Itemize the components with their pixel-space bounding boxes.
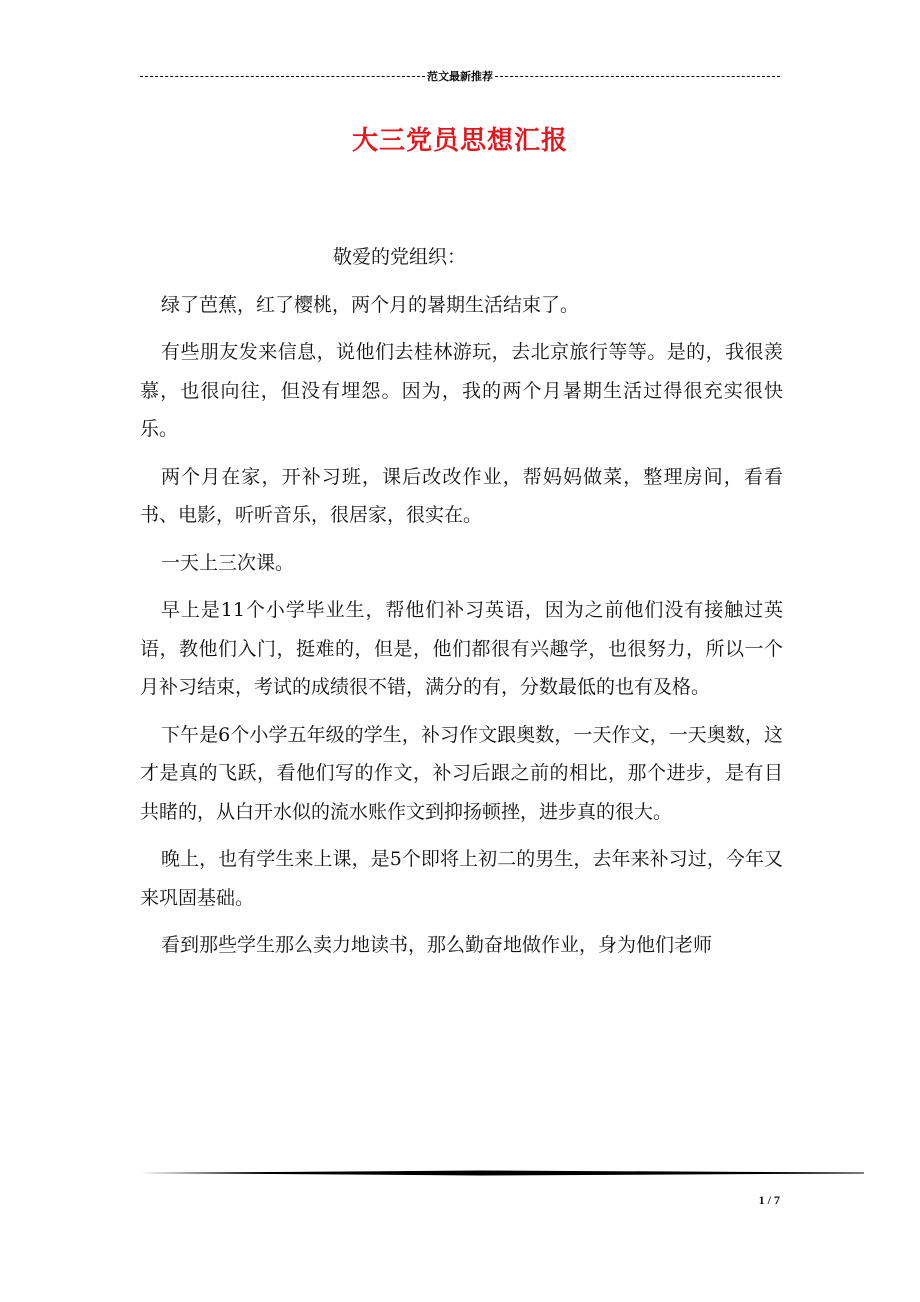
paragraph: 早上是11个小学毕业生，帮他们补习英语，因为之前他们没有接触过英语，教他们入门，挺难的，但是，他们都很有兴趣学，也很努力，所以一个月补习结束，考试的成绩很不错，满分的有，分数最低的也有及格。 <box>140 599 783 698</box>
page-header <box>140 68 780 84</box>
paragraph: 一天上三次课。 <box>161 551 295 574</box>
paragraph: 有些朋友发来信息，说他们去桂林游玩，去北京旅行等等。是的，我很羡慕，也很向往，但没有埋怨。因为，我的两个月暑期生活过得很充实很快乐。 <box>140 341 783 440</box>
paragraph: 看到那些学生那么卖力地读书，那么勤奋地做作业，身为他们老师 <box>161 934 713 956</box>
paragraph: 下午是6个小学五年级的学生，补习作文跟奥数，一天作文，一天奥数，这才是真的飞跃，看他们写的作文，补习后跟之前的相比，那个进步，是有目共睹的，从白开水似的流水账作文到抑扬顿挫，进步真的很大。 <box>140 723 783 823</box>
paragraph: 晚上，也有学生来上课，是5个即将上初二的男生，去年来补习过，今年又来巩固基础。 <box>140 848 783 909</box>
paragraph: 绿了芭蕉，红了樱桃，两个月的暑期生活结束了。 <box>161 293 580 316</box>
paragraph: 两个月在家，开补习班，课后改改作业，帮妈妈做菜，整理房间，看看书、电影，听听音乐，很居家，很实在。 <box>140 465 783 526</box>
salutation: 敬爱的党组织： <box>333 246 467 268</box>
document-title: 大三党员思想汇报 <box>351 126 568 156</box>
document-body <box>140 238 783 974</box>
footer-rule <box>140 1170 864 1176</box>
header-dash-right <box>495 76 780 77</box>
header-dash-left <box>140 76 425 77</box>
page-number: 1 / 7 <box>758 1193 780 1207</box>
header-label: 范文最新推荐 <box>427 70 493 83</box>
